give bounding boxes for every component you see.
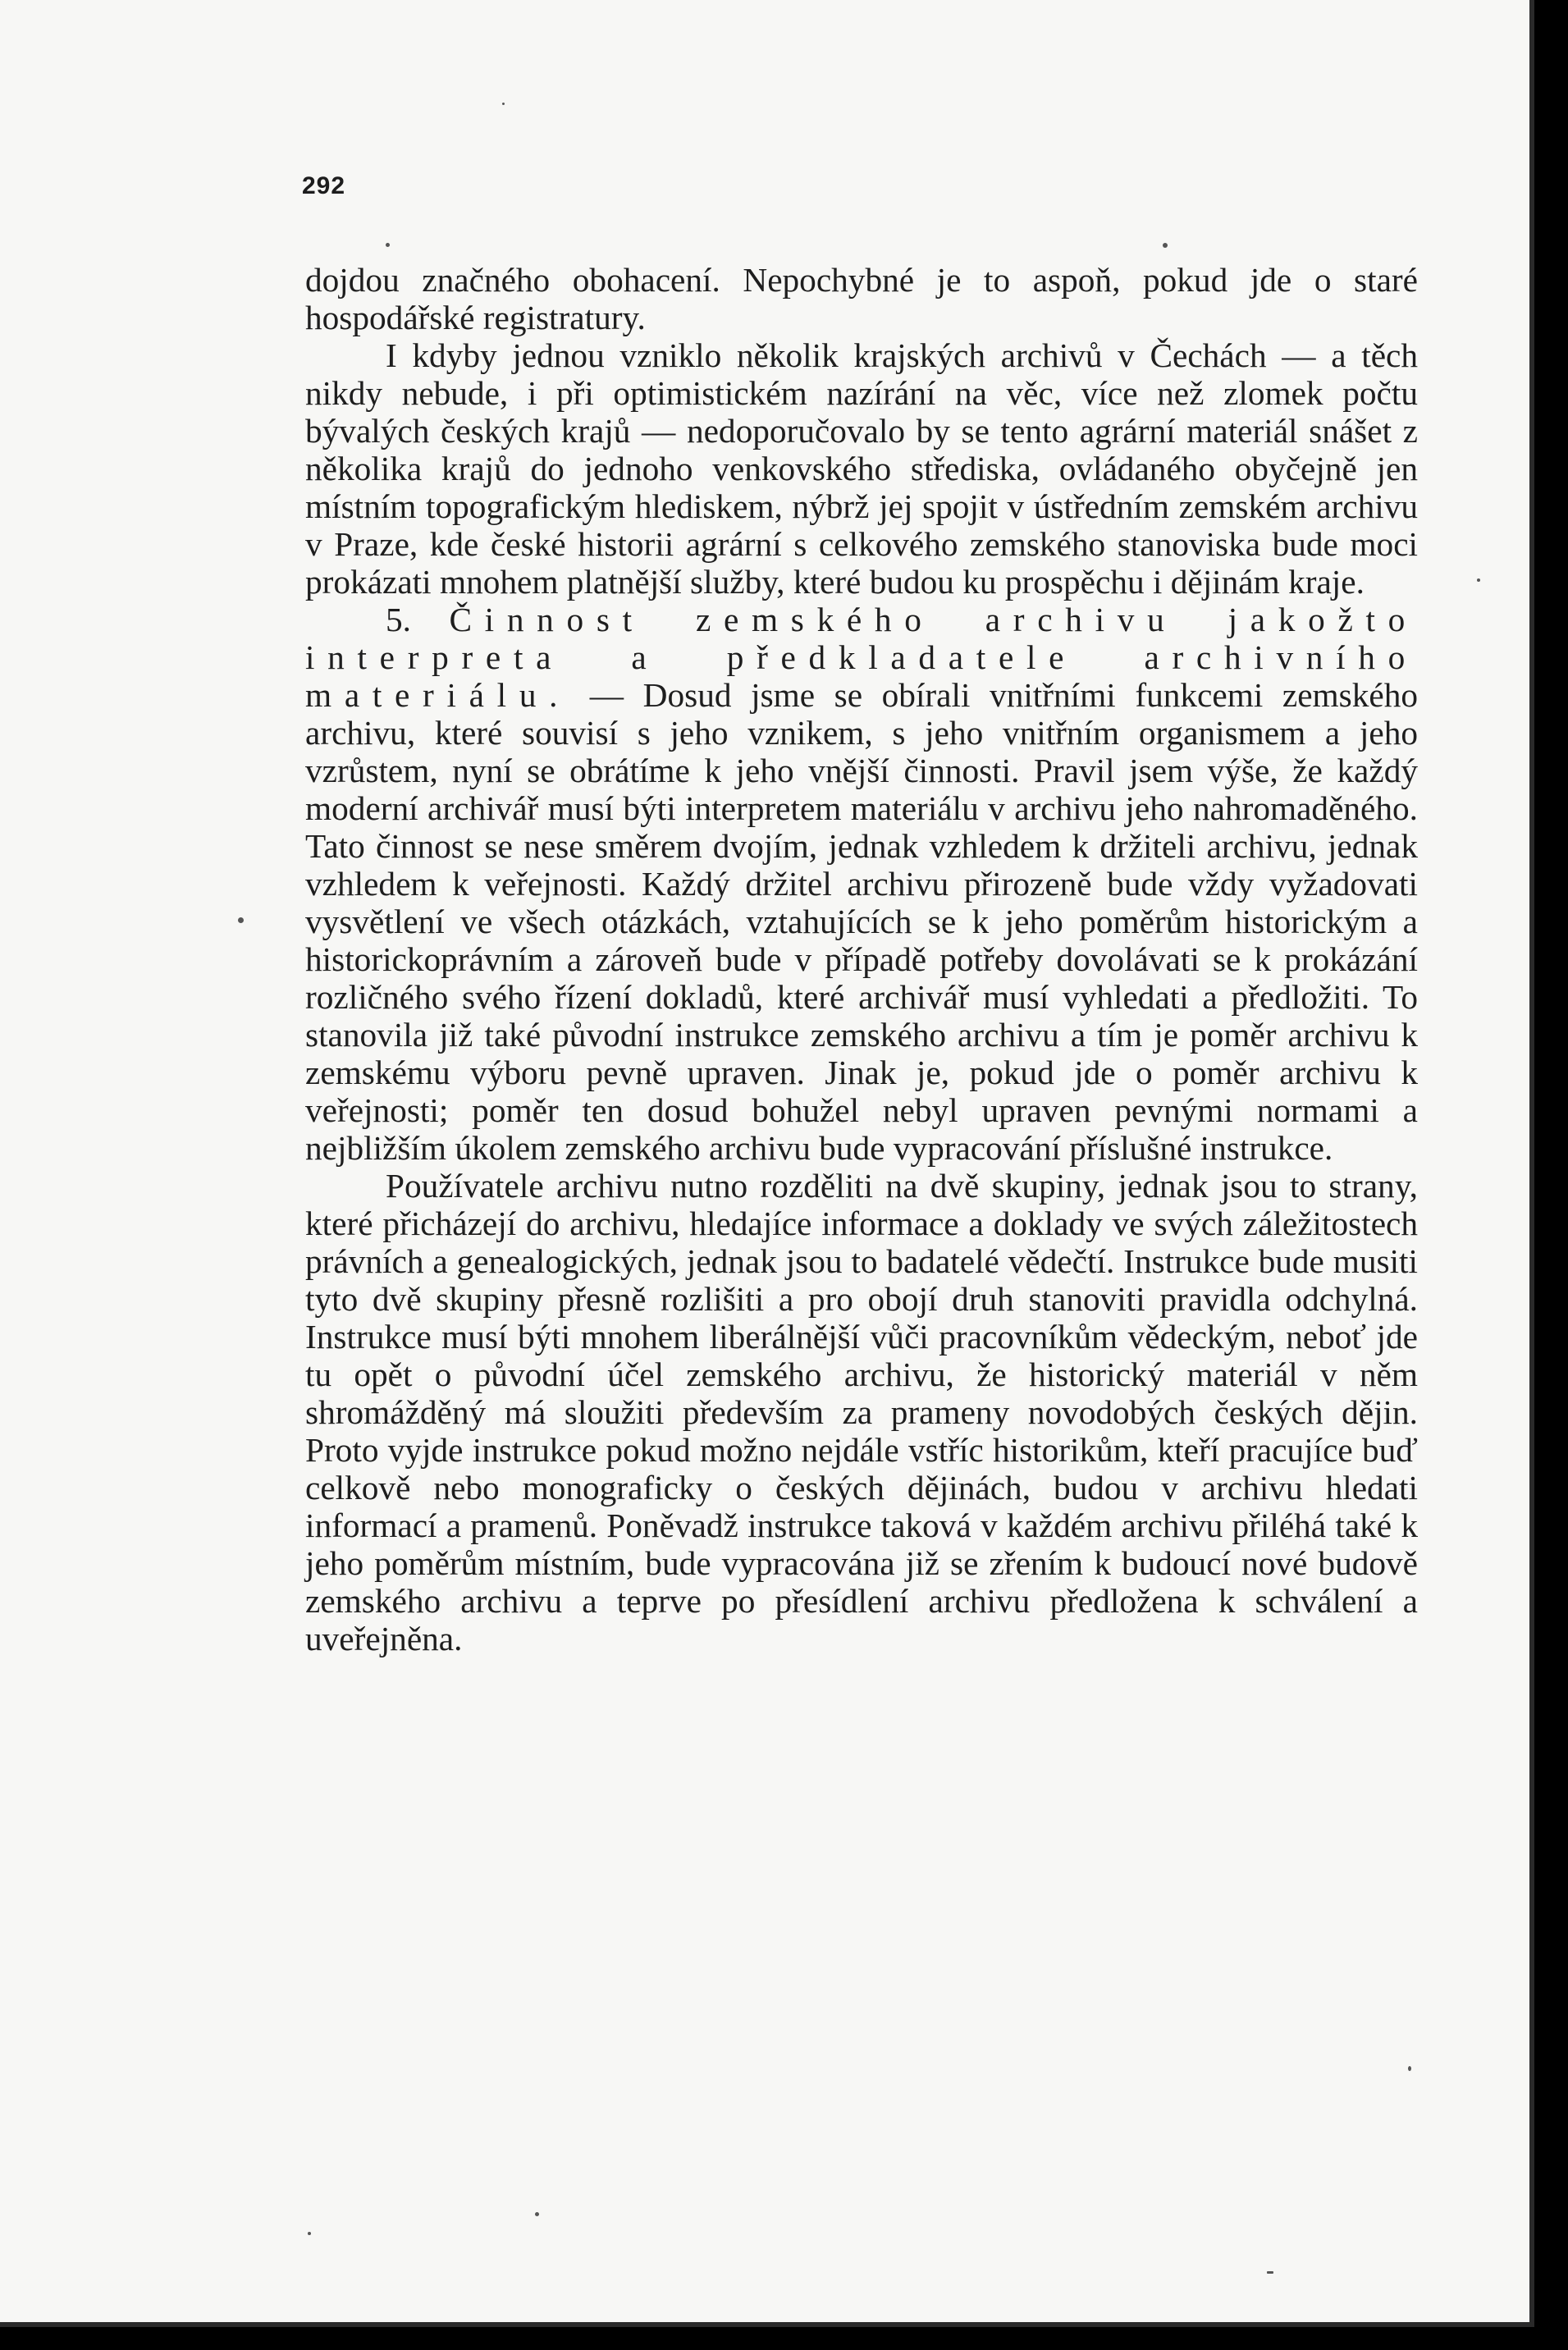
- speck-mark: [386, 243, 390, 247]
- speck-mark: [535, 2212, 539, 2216]
- speck-mark: [1163, 243, 1168, 248]
- paragraph-regional-archives: I kdyby jednou vzniklo několik krajských archivů v Čechách — a těch nikdy nebude, i při optimistickém nazírání na věc, více než zlomek počtu bývalých českých krajů — nedoporučovalo by se tento agrární materiál snášet z několika krajů do jednoho venkovského střediska, ovládaného obyčejně jen místním topografickým hlediskem, nýbrž jej spojit v ústředním zemském archivu v Praze, kde české historii agrární s celkového zemského stanoviska bude moci prokázati mnohem platnější služby, které budou ku prospěchu i dějinám kraje.: [305, 336, 1418, 601]
- paragraph-archive-users: Používatele archivu nutno rozděliti na dvě skupiny, jednak jsou to strany, které přicházejí do archivu, hledajíce informace a doklady ve svých záležitostech právních a genealogických, jednak jsou to badatelé vědečtí. Instrukce bude musiti tyto dvě skupiny přesně rozlišiti a pro obojí druh stanoviti pravidla odchylná. Instrukce musí býti mnohem liberálnější vůči pracovníkům vědeckým, neboť jde tu opět o původní účel zemského archivu, že historický materiál v něm shromážděný má sloužiti především za prameny novodobých českých dějin. Proto vyjde instrukce pokud možno nejdále vstříc historikům, kteří pracujíce buď celkově nebo monograficky o českých dějinách, budou v archivu hledati informací a pramenů. Poněvadž instrukce taková v každém archivu přiléhá také k jeho poměrům místním, bude vypracována již se zřením k budoucí nové budově zemského archivu a teprve po přesídlení archivu předložena k schválení a uveřejněna.: [305, 1167, 1418, 1657]
- section-5-paragraph: [305, 601, 1418, 1167]
- speck-mark: [238, 917, 244, 923]
- speck-mark: [1408, 2066, 1411, 2071]
- section-body: — Dosud jsme se obírali vnitřními funkcemi zemského archivu, které souvisí s jeho vznikem, s jeho vnitřním organismem a jeho vzrůstem, nyní se obrátíme k jeho vnější činnosti. Pravil jsem výše, že každý moderní archivář musí býti interpretem materiálu v archivu jeho nahromaděného. Tato činnost se nese směrem dvojím, jednak vzhledem k držiteli archivu, jednak vzhledem k veřejnosti. Každý držitel archivu přirozeně bude vždy vyžadovati vysvětlení ve všech otázkách, vztahujících se k jeho poměrům historickým a historickoprávním a zároveň bude v případě potřeby dovolávati se k prokázání rozličného svého řízení dokladů, které archivář musí vyhledati a předložiti. To stanovila již také původní instrukce zemského archivu a tím je poměr archivu k zemskému výboru pevně upraven. Jinak je, pokud jde o poměr archivu k veřejnosti; poměr ten dosud bohužel nebyl upraven pevnými normami a nejbližším úkolem zemského archivu bude vypracování příslušné instrukce.: [305, 676, 1418, 1167]
- speck-mark: [1477, 578, 1480, 582]
- speck-mark: [308, 2232, 311, 2235]
- page-number: 292: [302, 172, 346, 199]
- section-heading: Činnost zemského archivu jakožto interpreta a předkladatele archivního materiálu.: [305, 601, 1418, 714]
- section-number: 5.: [386, 601, 411, 638]
- body-text: [305, 261, 1418, 1657]
- speck-mark: [1267, 2271, 1273, 2274]
- paragraph-continuation: dojdou značného obohacení. Nepochybné je to aspoň, pokud jde o staré hospodářské registratury.: [305, 261, 1418, 336]
- speck-mark: [502, 103, 505, 105]
